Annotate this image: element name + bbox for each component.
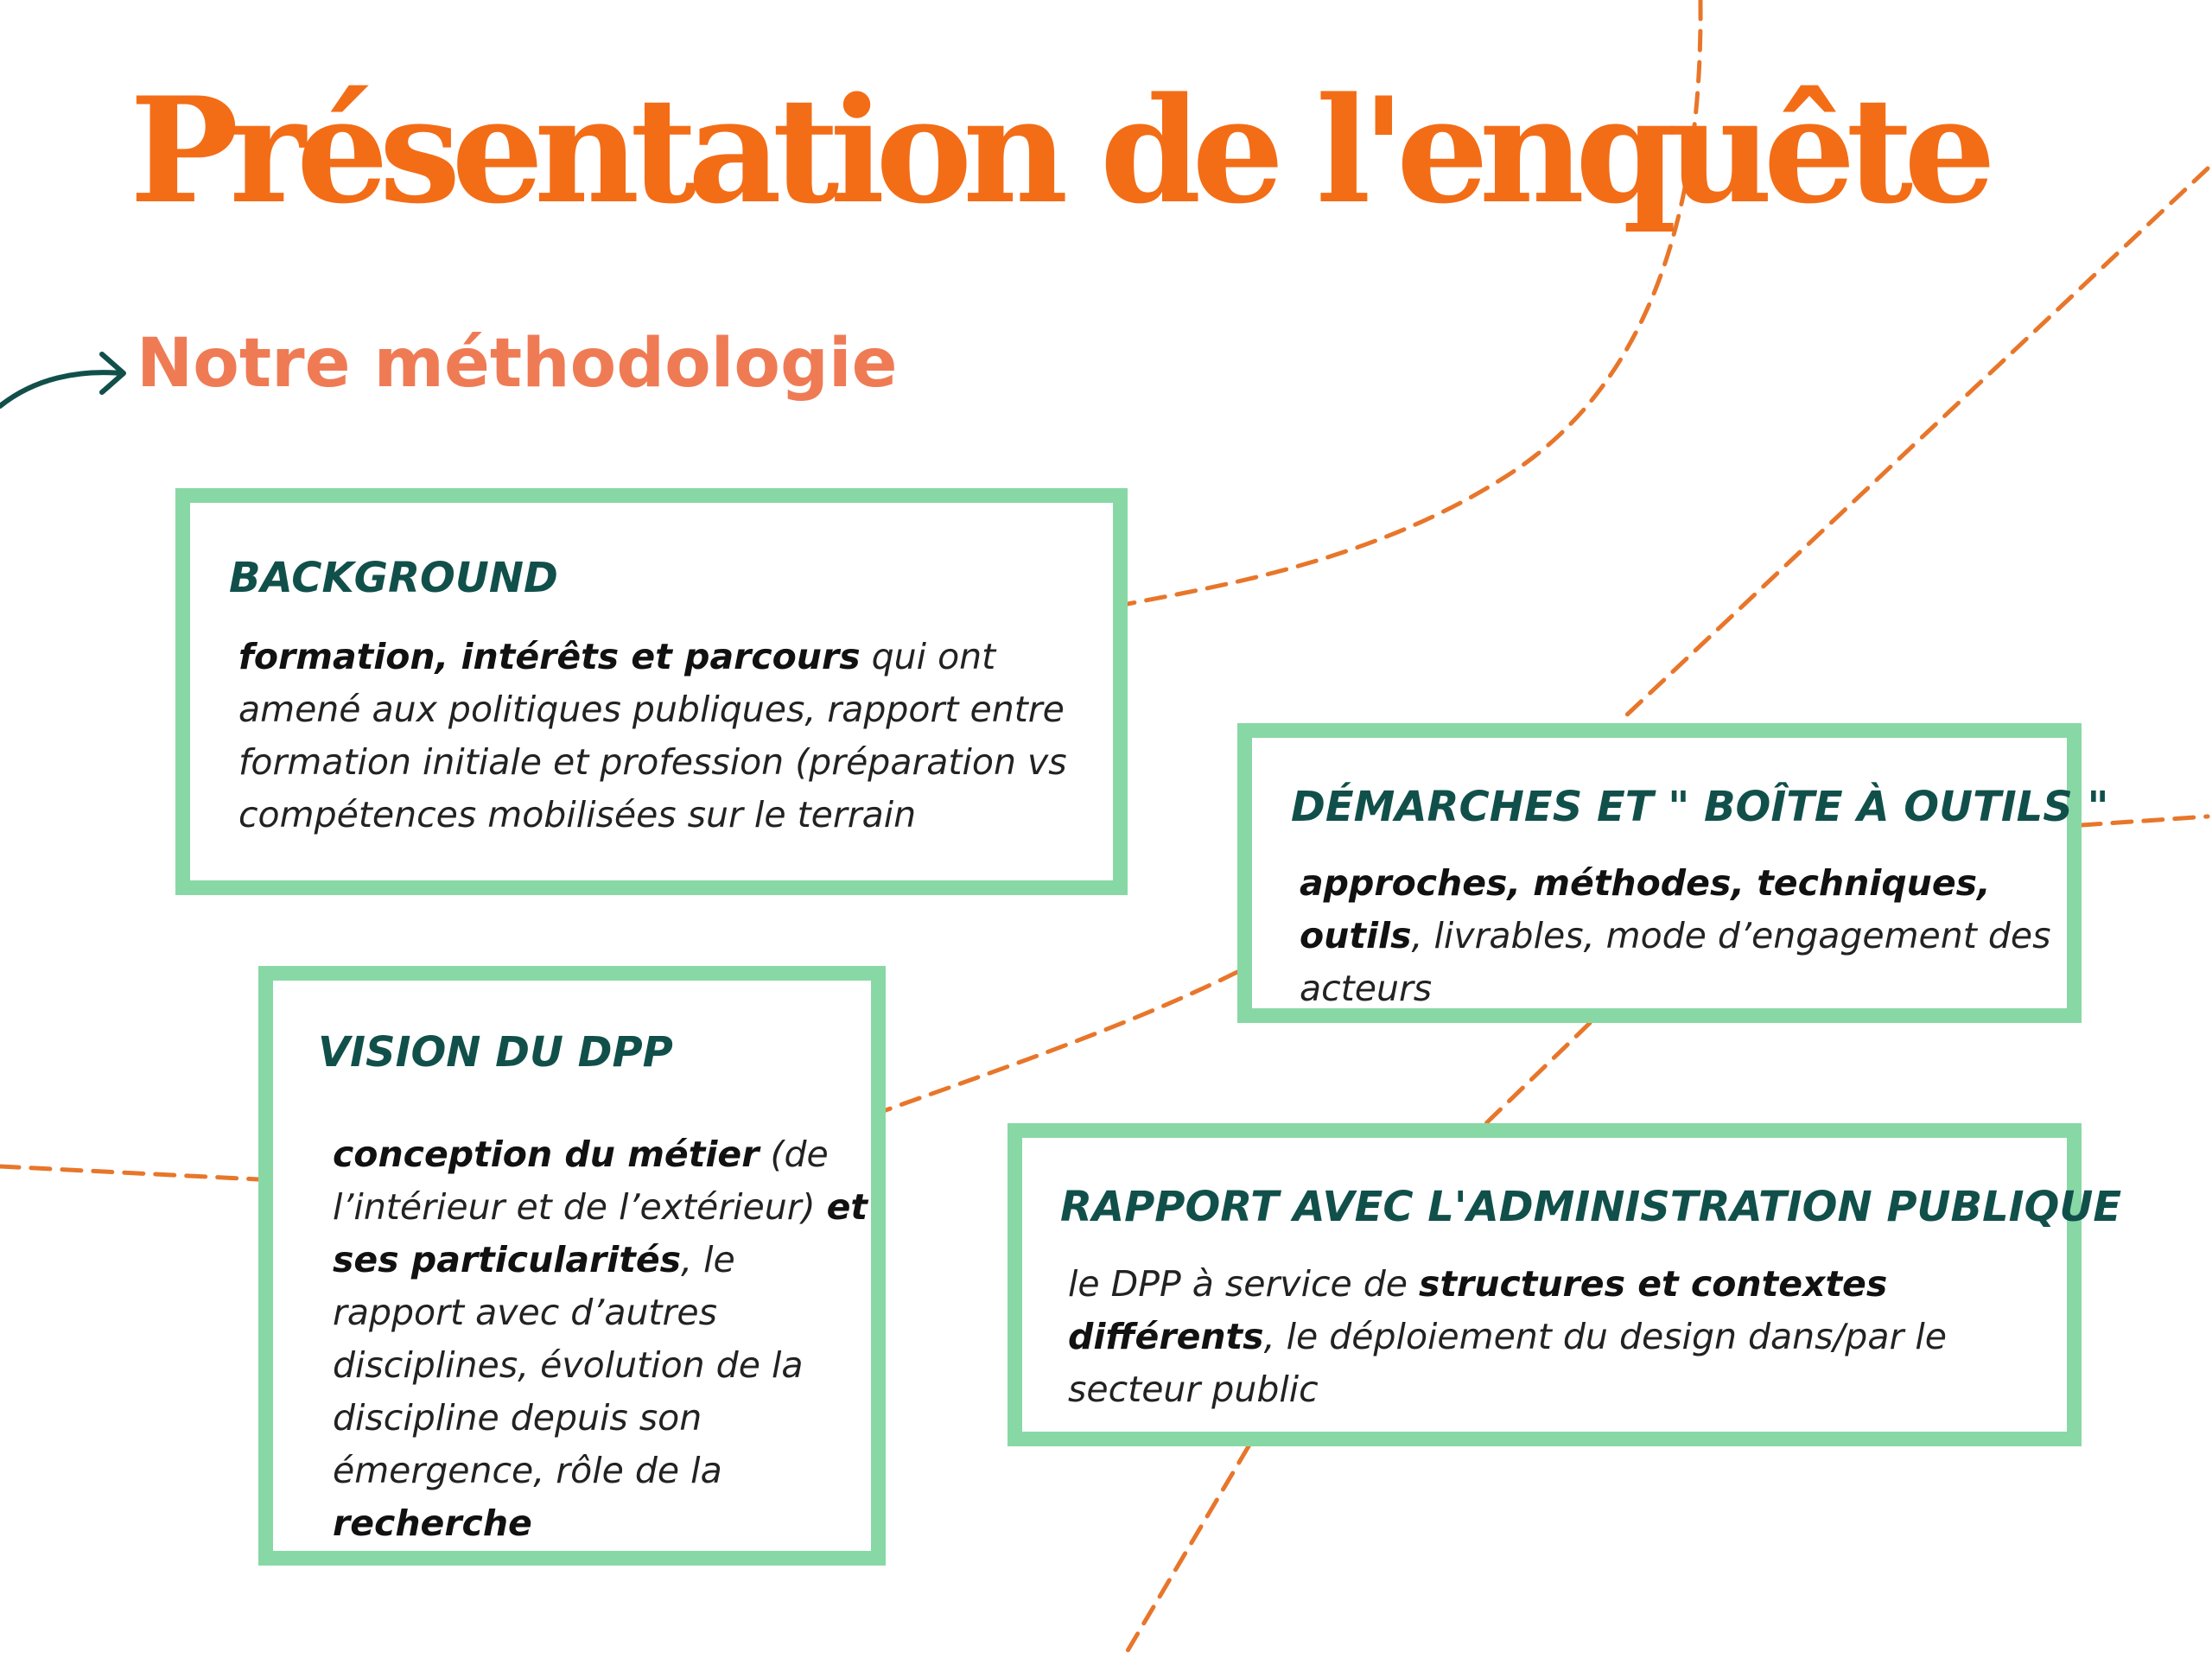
curved-arrow-icon (0, 354, 124, 406)
card-body (1068, 1258, 2062, 1416)
card-body-text: le DPP à service de (1068, 1263, 1420, 1305)
dashed-line-bottom (1123, 1446, 1249, 1658)
card-body-bold: approches, méthodes, techniques, outils (1300, 862, 1991, 956)
dashed-line-diagonal-lower (1486, 1023, 1590, 1123)
card-body-bold: formation, intérêts et parcours (238, 636, 861, 677)
dashed-line-middle (886, 972, 1237, 1110)
card-demarches (1237, 723, 2109, 1023)
card-administration (1007, 1123, 2122, 1446)
card-vision (258, 966, 886, 1566)
page-title: Présentation de l'enquête (130, 65, 1987, 236)
dashed-line-left (0, 1166, 258, 1179)
section-subtitle: Notre méthodologie (137, 325, 898, 403)
card-body-bold: conception du métier (333, 1134, 760, 1175)
dashed-line-diagonal-upper (1624, 168, 2208, 717)
card-body-text: (de l’intérieur et de l’extérieur) (333, 1134, 829, 1228)
card-body-text: , livrables, mode d’engagement des acteurs (1300, 915, 2051, 1009)
card-heading: RAPPORT AVEC L'ADMINISTRATION PUBLIQUE (1060, 1183, 2122, 1231)
card-body-text: , le rapport avec d’autres disciplines, évolution de la discipline depuis son émergence, rôle de la (333, 1239, 804, 1491)
card-body-bold: structures et contextes différents (1068, 1263, 1888, 1357)
card-heading: VISION DU DPP (318, 1028, 673, 1077)
card-body-bold: et ses particularités (333, 1186, 868, 1280)
card-heading: BACKGROUND (229, 554, 558, 602)
card-body-text: qui ont amené aux politiques publiques, rapport entre formation initiale et profession (préparation vs compétences mobilisées sur le terrain (238, 636, 1067, 835)
card-body-bold: recherche (333, 1502, 532, 1544)
card-body (1300, 857, 2060, 1015)
card-heading: DÉMARCHES ET " BOÎTE À OUTILS " (1291, 783, 2109, 831)
card-body-text: , le déploiement du design dans/par le secteur public (1068, 1316, 1947, 1410)
card-background (175, 488, 1128, 895)
card-body (333, 1128, 877, 1550)
card-body (238, 631, 1103, 842)
